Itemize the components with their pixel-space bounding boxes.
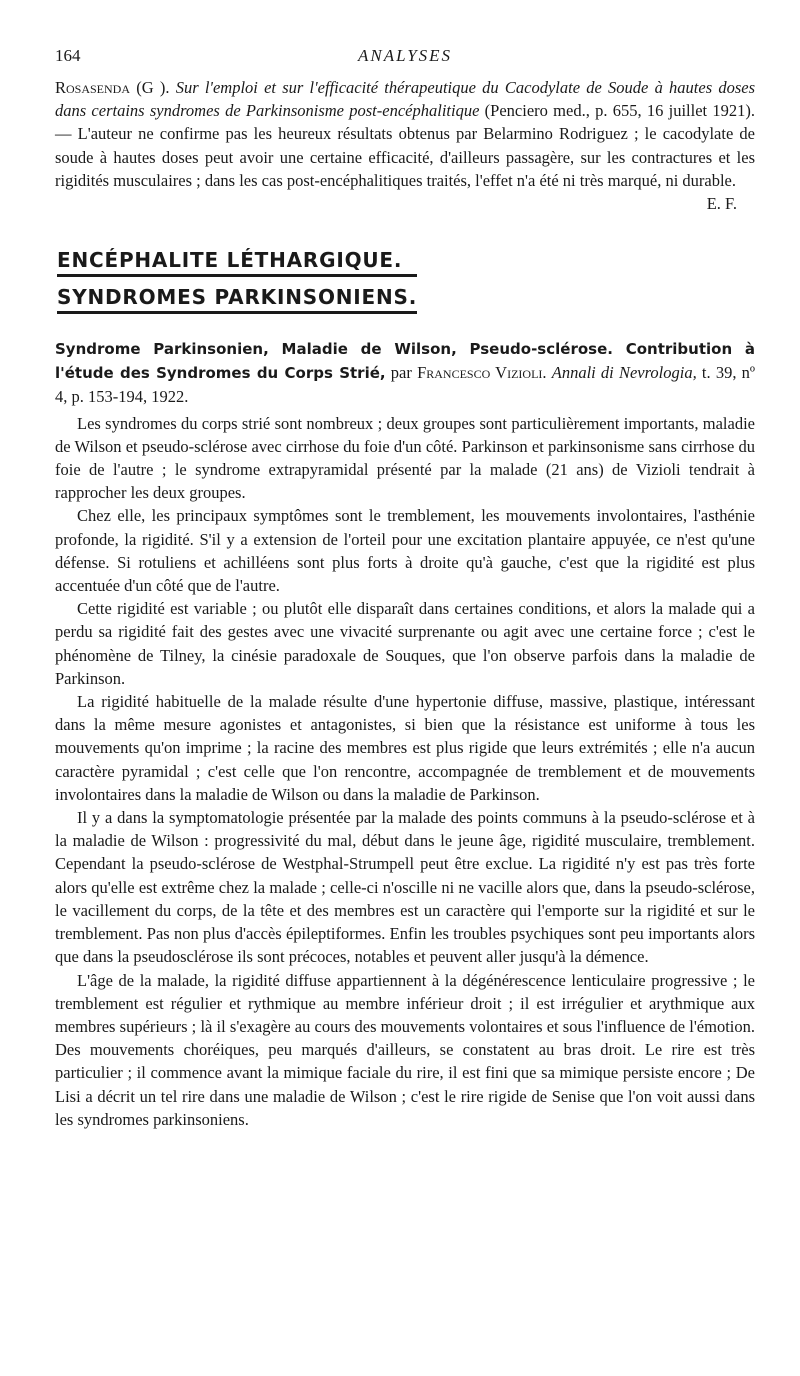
running-title: ANALYSES [357, 46, 453, 65]
article-paragraph: Chez elle, les principaux symptômes sont le tremblement, les mouvements involontaires, l'asthénie profonde, la rigidité. S'il y a extension de l'orteil pour une excitation plantaire appuyée, ce n'est qu'une défense. Si rotuliens et achilléens sont plus forts à droite qu'à gauche, c'est que la rigidité est plus accentuée d'un côté que de l'autre. [55, 506, 755, 596]
article-paragraph: L'âge de la malade, la rigidité diffuse appartiennent à la dégénérescence lenticulaire progressive ; le tremblement est régulier et rythmique au membre inférieur droit ; il est irrégulier et arythmique aux membres supérieurs ; là il s'exagère au cours des mouvements volontaires et sous l'influence de l'émotion. Des mouvements choréiques, peu marqués d'ailleurs, se constatent au bras droit. Le rire est très particulier ; il commence avant la mimique faciale du rire, il est fini que sa mimique persiste encore ; De Lisi a décrit un tel rire dans une maladie de Wilson ; c'est le rire rigide de Senise que l'on voit aussi dans les syndromes parkinsoniens. [55, 970, 755, 1129]
article-citation: t. 39, nº 4, p. 153-194, 1922. [55, 363, 756, 407]
article-journal: Annali di Nevrologia, [551, 363, 697, 383]
journal-page [55, 46, 755, 1131]
article-author: Francesco Vizioli. [417, 363, 547, 383]
article-by: par [390, 363, 412, 383]
review-author-initial: (G ). [136, 78, 170, 97]
first-review-text [55, 76, 755, 192]
article-review [55, 337, 755, 1131]
article-paragraph: Il y a dans la symptomatologie présentée par la malade des points communs à la pseudo-sclérose et à la maladie de Wilson : progressivité du mal, début dans le jeune âge, rigidité musculaire, tremblement. Cependant la pseudo-sclérose de Westphal-Strumpell peut être exclue. La rigidité n'y est pas très forte alors qu'elle est extrême chez la malade ; celle-ci n'oscille ni ne vacille alors que, dans la pseudo-sclérose, le vacillement du corps, de la tête et des membres est un caractère qui l'emporte sur la rigidité et sur le tremblement. Pas non plus d'accès épileptiformes. Enfin les troubles psychiques sont peu importants alors que dans la pseudosclérose ils sont précoces, notables et peuvent aller jusqu'à la démence. [55, 808, 755, 967]
article-body [55, 412, 755, 1131]
review-summary: L'auteur ne confirme pas les heureux résultats obtenus par Belarmino Rodriguez ; le cacodylate de soude à hautes doses peut avoir une certaine efficacité, d'ailleurs passagère, sur les contractures et les rigidités musculaires ; dans les cas post-encéphalitiques traités, l'effet n'a été ni très marqué, ni durable. [55, 124, 755, 190]
review-citation: (Penciero med., p. 655, 16 juillet 1921). — [55, 101, 756, 144]
article-reference [55, 337, 755, 409]
review-author: Rosasenda [55, 78, 131, 97]
running-head [55, 46, 755, 74]
article-paragraph: Cette rigidité est variable ; ou plutôt elle disparaît dans certaines conditions, et alors la malade qui a perdu sa rigidité fait des gestes avec une vivacité surprenante ou agit avec une certaine force ; c'est le phénomène de Tilney, la cinésie paradoxale de Souques, que l'on observe parfois dans la maladie de Parkinson. [55, 599, 755, 688]
review-signature: E. F. [706, 194, 737, 214]
review-title: Sur l'emploi et sur l'efficacité thérapeutique du Cacodylate de Soude à hautes doses dans certains syndromes de Parkinsonisme post-encéphalitique [55, 78, 756, 121]
article-title: Syndrome Parkinsonien, Maladie de Wilson, Pseudo-sclérose. Contribution à l'étude des Syndromes du Corps Strié, [55, 340, 755, 383]
article-paragraph: Les syndromes du corps strié sont nombreux ; deux groupes sont particulièrement importants, maladie de Wilson et pseudo-sclérose avec cirrhose du foie d'un côté. Parkinson et parkinsonisme sans cirrhose du foie de l'autre ; le syndrome extrapyramidal présenté par la malade (21 ans) de Vizioli tendrait à rapprocher les deux groupes. [55, 413, 755, 503]
section-heading [57, 247, 417, 321]
section-heading-line-2: SYNDROMES PARKINSONIENS. [57, 284, 417, 314]
first-review [55, 76, 755, 215]
section-heading-line-1: ENCÉPHALITE LÉTHARGIQUE. [57, 247, 417, 277]
page-number: 164 [55, 46, 81, 65]
article-paragraph: La rigidité habituelle de la malade résulte d'une hypertonie diffuse, massive, plastique, intéressant dans la même mesure agonistes et antagonistes, si bien que la résistance est uniforme à tous les mouvements qu'on imprime ; la racine des membres est plus rigide que leurs extrémités ; elle n'a aucun caractère pyramidal ; c'est celle que l'on rencontre, accompagnée de tremblement et de mouvements involontaires dans la maladie de Wilson ou dans la maladie de Parkinson. [55, 692, 755, 804]
